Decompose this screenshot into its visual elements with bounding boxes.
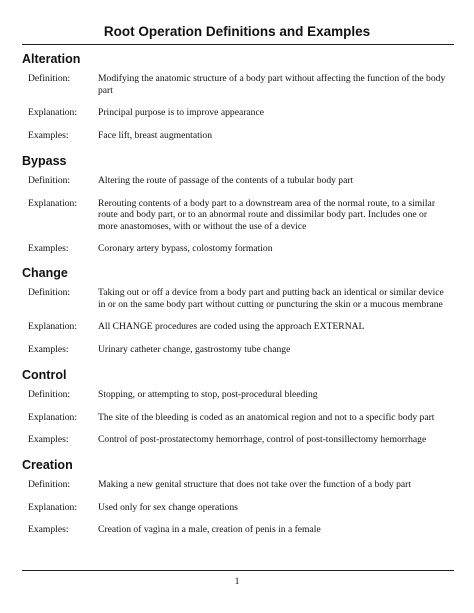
section-bypass: [22, 154, 454, 266]
definition-row: [22, 175, 454, 187]
section-heading: Change: [22, 266, 68, 280]
examples-row: [22, 243, 454, 255]
term-text: Altering the route of passage of the contents of a tubular body part: [98, 175, 354, 186]
definition-row: [22, 73, 454, 96]
term-text: Taking out or off a device from a body part and putting back an identical or similar device in or on the same body part without cutting or puncturing the skin or a mucous membrane: [98, 287, 444, 310]
page-title: Root Operation Definitions and Examples: [103, 24, 371, 39]
term-label: Definition:: [28, 389, 71, 400]
section-heading: Alteration: [22, 52, 81, 66]
examples-row: [22, 434, 454, 446]
term-label: Examples:: [28, 243, 69, 254]
definition-row: [22, 479, 454, 491]
term-text: Coronary artery bypass, colostomy formation: [98, 243, 273, 254]
term-label: Explanation:: [28, 107, 78, 118]
term-text: Rerouting contents of a body part to a downstream area of the normal route, to a similar route and body part, or to an abnormal route and dissimilar body part. Includes one or more anastomoses, with or without the use of a device: [98, 197, 436, 232]
section-creation: [22, 458, 454, 547]
definition-row: [22, 287, 454, 310]
section-alteration: [22, 52, 454, 152]
term-text: All CHANGE procedures are coded using the approach EXTERNAL: [98, 321, 365, 332]
explanation-row: [22, 321, 454, 333]
section-heading: Control: [22, 368, 67, 382]
term-label: Explanation:: [28, 321, 78, 332]
term-text: Urinary catheter change, gastrostomy tube change: [98, 343, 291, 355]
explanation-row: [22, 502, 454, 514]
examples-row: [22, 130, 454, 142]
term-text: Principal purpose is to improve appearance: [98, 107, 264, 118]
term-label: Definition:: [28, 479, 71, 490]
term-label: Definition:: [28, 287, 71, 298]
examples-row: [22, 524, 454, 536]
term-text: Used only for sex change operations: [98, 501, 238, 513]
definition-row: [22, 389, 454, 401]
term-label: Explanation:: [28, 501, 78, 513]
term-text: Creation of vagina in a male, creation of penis in a female: [98, 524, 321, 535]
term-text: The site of the bleeding is coded as an anatomical region and not to a specific body part: [98, 411, 435, 423]
section-change: [22, 266, 454, 366]
footer-divider: [22, 570, 454, 571]
term-text: Control of post-prostatectomy hemorrhage, control of post-tonsillectomy hemorrhage: [98, 434, 427, 445]
term-label: Examples:: [28, 434, 69, 445]
term-text: Stopping, or attempting to stop, post-procedural bleeding: [98, 389, 318, 400]
page-number: 1: [234, 576, 240, 587]
section-heading: Creation: [22, 458, 73, 472]
term-text: Making a new genital structure that does not take over the function of a body part: [98, 479, 412, 490]
term-label: Examples:: [28, 129, 69, 141]
explanation-row: [22, 412, 454, 424]
section-control: [22, 368, 454, 457]
title-divider: [22, 44, 454, 45]
term-text: Face lift, breast augmentation: [98, 129, 213, 141]
section-heading: Bypass: [22, 154, 67, 168]
term-label: Definition:: [28, 73, 71, 84]
term-label: Examples:: [28, 524, 69, 535]
explanation-row: [22, 107, 454, 119]
explanation-row: [22, 198, 454, 233]
term-label: Definition:: [28, 175, 71, 186]
examples-row: [22, 344, 454, 356]
term-text: Modifying the anatomic structure of a body part without affecting the function of the body part: [98, 73, 446, 96]
term-label: Examples:: [28, 343, 69, 355]
term-label: Explanation:: [28, 197, 78, 209]
term-label: Explanation:: [28, 411, 78, 423]
